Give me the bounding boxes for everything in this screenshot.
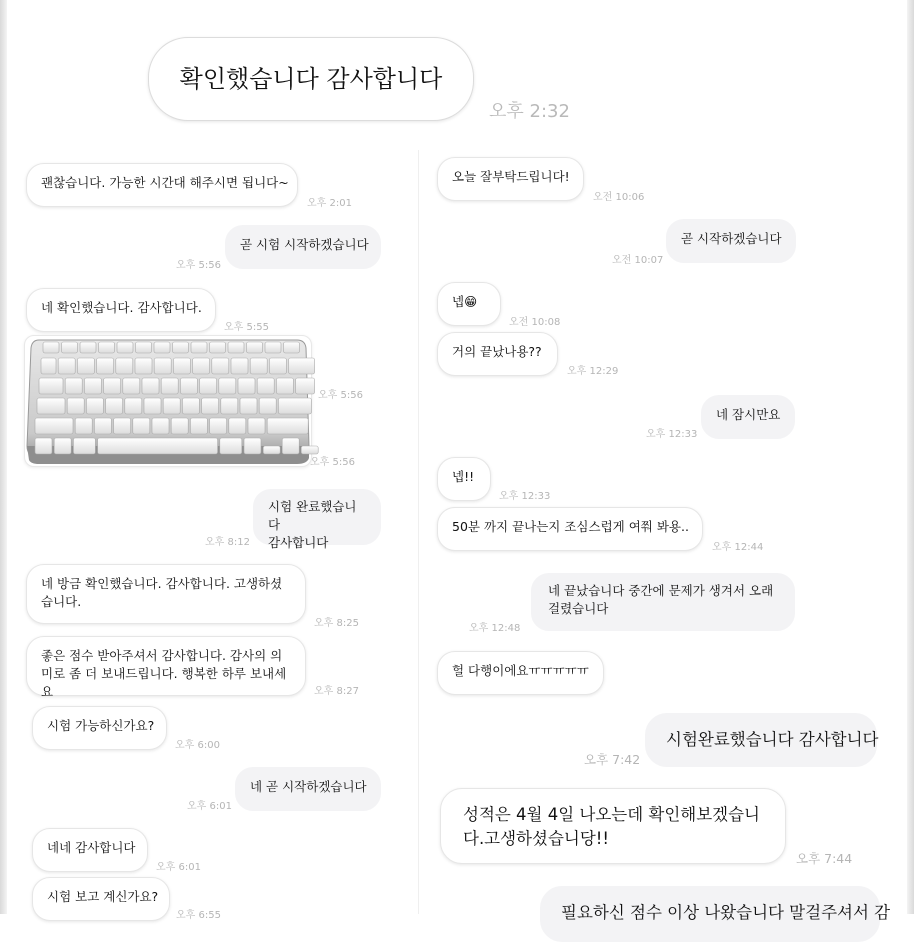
- message-bubble[interactable]: [26, 288, 216, 332]
- message-text: 헐 다행이에요ㅠㅠㅠㅠㅠ: [452, 663, 589, 678]
- message-text: 네 곧 시작하겠습니다: [250, 779, 367, 794]
- message-text: 시험 가능하신가요?: [47, 718, 155, 733]
- timestamp: 오후 6:01: [187, 801, 232, 812]
- message-text: 필요하신 점수 이상 나왔습니다 말걸주셔서 감: [561, 903, 891, 922]
- timestamp: 오후 2:01: [307, 198, 352, 209]
- keyboard-key: [133, 418, 150, 434]
- timestamp: 오전 10:06: [593, 192, 645, 203]
- keyboard-key: [212, 358, 229, 374]
- keyboard-photo: [25, 336, 311, 466]
- keyboard-key: [265, 342, 281, 353]
- keyboard-key: [284, 342, 300, 353]
- keyboard-key: [73, 438, 95, 454]
- left-edge: [0, 0, 7, 914]
- keyboard-key: [238, 378, 255, 394]
- right-edge: [907, 0, 914, 914]
- timestamp: 오후 7:42: [584, 752, 641, 767]
- keyboard-key: [191, 342, 207, 353]
- message-bubble[interactable]: [437, 282, 501, 326]
- column-divider: [418, 150, 419, 914]
- timestamp: 오후 12:44: [712, 542, 764, 553]
- header-timestamp: 오후 2:32: [489, 101, 570, 122]
- keyboard-key: [200, 378, 217, 394]
- keyboard-key: [154, 342, 170, 353]
- keyboard-key: [278, 398, 311, 414]
- keyboard-key: [39, 378, 63, 394]
- message-text: 곧 시작하겠습니다: [681, 231, 782, 246]
- header-message-bubble[interactable]: [148, 37, 474, 121]
- keyboard-key: [154, 358, 171, 374]
- keyboard-key: [240, 398, 257, 414]
- keyboard-key: [54, 438, 71, 454]
- keyboard-key: [202, 398, 219, 414]
- keyboard-key: [123, 378, 140, 394]
- keyboard-key: [228, 342, 244, 353]
- keyboard-key: [35, 418, 73, 434]
- keyboard-key: [43, 342, 59, 353]
- keyboard-key: [116, 358, 133, 374]
- message-text: 네 잠시만요: [716, 407, 781, 422]
- timestamp: 오후 6:01: [156, 862, 201, 873]
- keyboard-key: [210, 418, 227, 434]
- keyboard-key: [114, 418, 131, 434]
- keyboard-key: [269, 358, 286, 374]
- timestamp: 오후 12:29: [567, 366, 619, 377]
- keyboard-key: [263, 446, 280, 454]
- message-bubble[interactable]: [437, 332, 558, 376]
- message-bubble[interactable]: [437, 651, 604, 695]
- keyboard-key: [41, 358, 56, 374]
- message-text: 괜찮습니다. 가능한 시간대 해주시면 됩니다~: [41, 175, 289, 190]
- keyboard-key: [257, 378, 274, 394]
- message-text: 거의 끝났나용??: [452, 344, 542, 359]
- keyboard-key: [58, 358, 75, 374]
- keyboard-key: [94, 418, 111, 434]
- message-bubble-outgoing[interactable]: [253, 489, 381, 550]
- keyboard-key: [97, 358, 114, 374]
- message-text: 네 끝났습니다 중간에 문제가 생겨서 오래걸렸습니다: [548, 583, 774, 616]
- keyboard-key: [247, 342, 263, 353]
- message-text: 곧 시험 시작하겠습니다: [240, 237, 369, 252]
- message-text: 성적은 4월 4일 나오는데 확인해보겠습니다.고생하셨습니당!!: [463, 805, 760, 848]
- message-text: 네 방금 확인했습니다. 감사합니다. 고생하셨습니다.: [41, 576, 283, 609]
- timestamp: 오전 10:08: [509, 317, 561, 328]
- keyboard-key: [296, 378, 315, 394]
- message-bubble-outgoing[interactable]: [225, 225, 381, 269]
- message-text: 넵!!: [452, 469, 475, 484]
- message-bubble[interactable]: [437, 507, 703, 551]
- keyboard-key: [75, 418, 92, 434]
- timestamp: 오후 6:55: [176, 910, 221, 921]
- message-bubble-outgoing[interactable]: [540, 886, 891, 942]
- timestamp: 오후 12:48: [469, 623, 521, 634]
- image-message[interactable]: [24, 335, 312, 467]
- keyboard-key: [62, 342, 78, 353]
- keyboard-key: [190, 418, 207, 434]
- keyboard-key: [267, 418, 308, 434]
- keyboard-key: [173, 358, 190, 374]
- timestamp: 오후 8:12: [205, 537, 250, 548]
- keyboard-key: [99, 342, 115, 353]
- keyboard-key: [171, 418, 188, 434]
- message-bubble[interactable]: [32, 877, 170, 921]
- message-bubble[interactable]: [26, 163, 298, 207]
- message-bubble[interactable]: [440, 788, 786, 864]
- keyboard-key: [106, 398, 123, 414]
- message-bubble-outgoing[interactable]: [531, 573, 795, 631]
- keyboard-key: [250, 358, 267, 374]
- header-message-text: 확인했습니다 감사합니다: [179, 65, 443, 93]
- message-text: 좋은 점수 받아주셔서 감사합니다. 감사의 의미로 좀 더 보내드립니다. 행복한 하루 보내세요: [41, 648, 287, 699]
- message-bubble[interactable]: [32, 706, 167, 750]
- keyboard-key: [86, 398, 103, 414]
- keyboard-key: [142, 378, 159, 394]
- message-bubble[interactable]: [32, 828, 148, 872]
- keyboard-key: [65, 378, 82, 394]
- keyboard-key: [163, 398, 180, 414]
- message-bubble-outgoing[interactable]: [645, 713, 877, 767]
- message-text: 네 확인했습니다. 감사합니다.: [41, 300, 202, 315]
- timestamp: 오후 12:33: [646, 429, 698, 440]
- message-text: 시험 보고 계신가요?: [47, 889, 159, 904]
- keyboard-key: [229, 418, 246, 434]
- timestamp: 오후 8:25: [314, 618, 359, 629]
- keyboard-key: [136, 342, 152, 353]
- keyboard-key: [80, 342, 96, 353]
- keyboard-key: [173, 342, 189, 353]
- message-text: 50분 까지 끝나는지 조심스럽게 여쭤 봐용..: [452, 519, 689, 534]
- message-text: 오늘 잘부탁드립니다!: [452, 169, 570, 184]
- keyboard-key: [259, 398, 276, 414]
- keyboard-key: [104, 378, 121, 394]
- keyboard-key: [276, 378, 293, 394]
- message-bubble-outgoing[interactable]: [666, 219, 796, 263]
- keyboard-key: [144, 398, 161, 414]
- message-bubble-outgoing[interactable]: [235, 767, 381, 811]
- keyboard-key: [193, 358, 210, 374]
- keyboard-key: [37, 398, 65, 414]
- keyboard-key: [244, 438, 261, 454]
- message-text: 시험 완료했습니다 감사합니다: [268, 499, 357, 550]
- message-text: 네네 감사합니다: [47, 840, 136, 855]
- keyboard-key: [219, 378, 236, 394]
- message-bubble[interactable]: [26, 636, 306, 699]
- timestamp: 오후 5:56: [176, 260, 221, 271]
- keyboard-key: [231, 358, 248, 374]
- keyboard-key: [35, 438, 52, 454]
- timestamp: 오후 5:55: [224, 322, 269, 333]
- keyboard-key: [282, 438, 299, 454]
- keyboard-key: [77, 358, 94, 374]
- timestamp: 오전 10:07: [612, 255, 664, 266]
- keyboard-key: [289, 358, 315, 374]
- keyboard-key: [210, 342, 226, 353]
- keyboard-key: [220, 438, 242, 454]
- timestamp: 오후 7:44: [796, 851, 853, 866]
- keyboard-key: [117, 342, 133, 353]
- keyboard-key: [152, 418, 169, 434]
- timestamp: 오후 5:56: [310, 457, 355, 468]
- timestamp: 오후 12:33: [499, 491, 551, 502]
- keyboard-key: [98, 438, 218, 454]
- message-bubble-outgoing[interactable]: [701, 395, 795, 439]
- keyboard-key: [248, 418, 265, 434]
- message-bubble[interactable]: [437, 457, 491, 501]
- message-text: 시험완료했습니다 감사합니다: [666, 730, 879, 749]
- keyboard-key: [221, 398, 238, 414]
- keyboard-key: [135, 358, 152, 374]
- timestamp: 오후 5:56: [318, 390, 363, 401]
- message-bubble[interactable]: [26, 564, 306, 624]
- keyboard-key: [125, 398, 142, 414]
- keyboard-key: [161, 378, 178, 394]
- timestamp: 오후 6:00: [175, 740, 220, 751]
- keyboard-key: [182, 398, 199, 414]
- timestamp: 오후 8:27: [314, 686, 359, 697]
- keyboard-key: [180, 378, 197, 394]
- keyboard-key: [84, 378, 101, 394]
- keyboard-key: [67, 398, 84, 414]
- message-text: 넵😁: [452, 294, 478, 309]
- message-bubble[interactable]: [437, 157, 584, 201]
